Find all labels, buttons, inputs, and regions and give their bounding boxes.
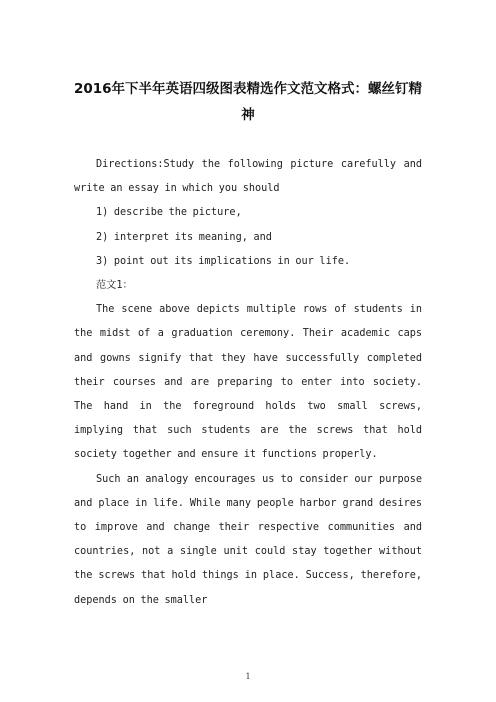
instruction-item-1: 1) describe the picture, (96, 207, 242, 219)
instruction-item-3: 3) point out its implications in our life. (96, 255, 351, 267)
document-body (74, 153, 422, 613)
title-line-2: 神 (241, 107, 255, 123)
sample-heading: 范文1： (96, 280, 133, 292)
essay-paragraph-2: Such an analogy encourages us to consider our purpose and place in life. While many people harbor grand desires to improve and change their respective communities and countries, not a single unit could stay together without the screws that hold things in place. Success, therefore, depends on the smaller (74, 473, 422, 606)
essay-paragraph-1: The scene above depicts multiple rows of students in the midst of a graduation ceremony. Their academic caps and gowns signify that they have successfully completed their courses and are preparing to enter into society. The hand in the foreground holds two small screws, implying that such students are the screws that hold society together and ensure it functions properly. (74, 304, 422, 461)
instruction-item-2: 2) interpret its meaning, and (96, 231, 272, 243)
directions-paragraph: Directions:Study the following picture carefully and write an essay in which you should (74, 159, 422, 195)
document-title (60, 76, 436, 128)
page-number: 1 (245, 672, 251, 681)
title-line-1: 2016年下半年英语四级图表精选作文范文格式：螺丝钉精 (73, 81, 423, 97)
